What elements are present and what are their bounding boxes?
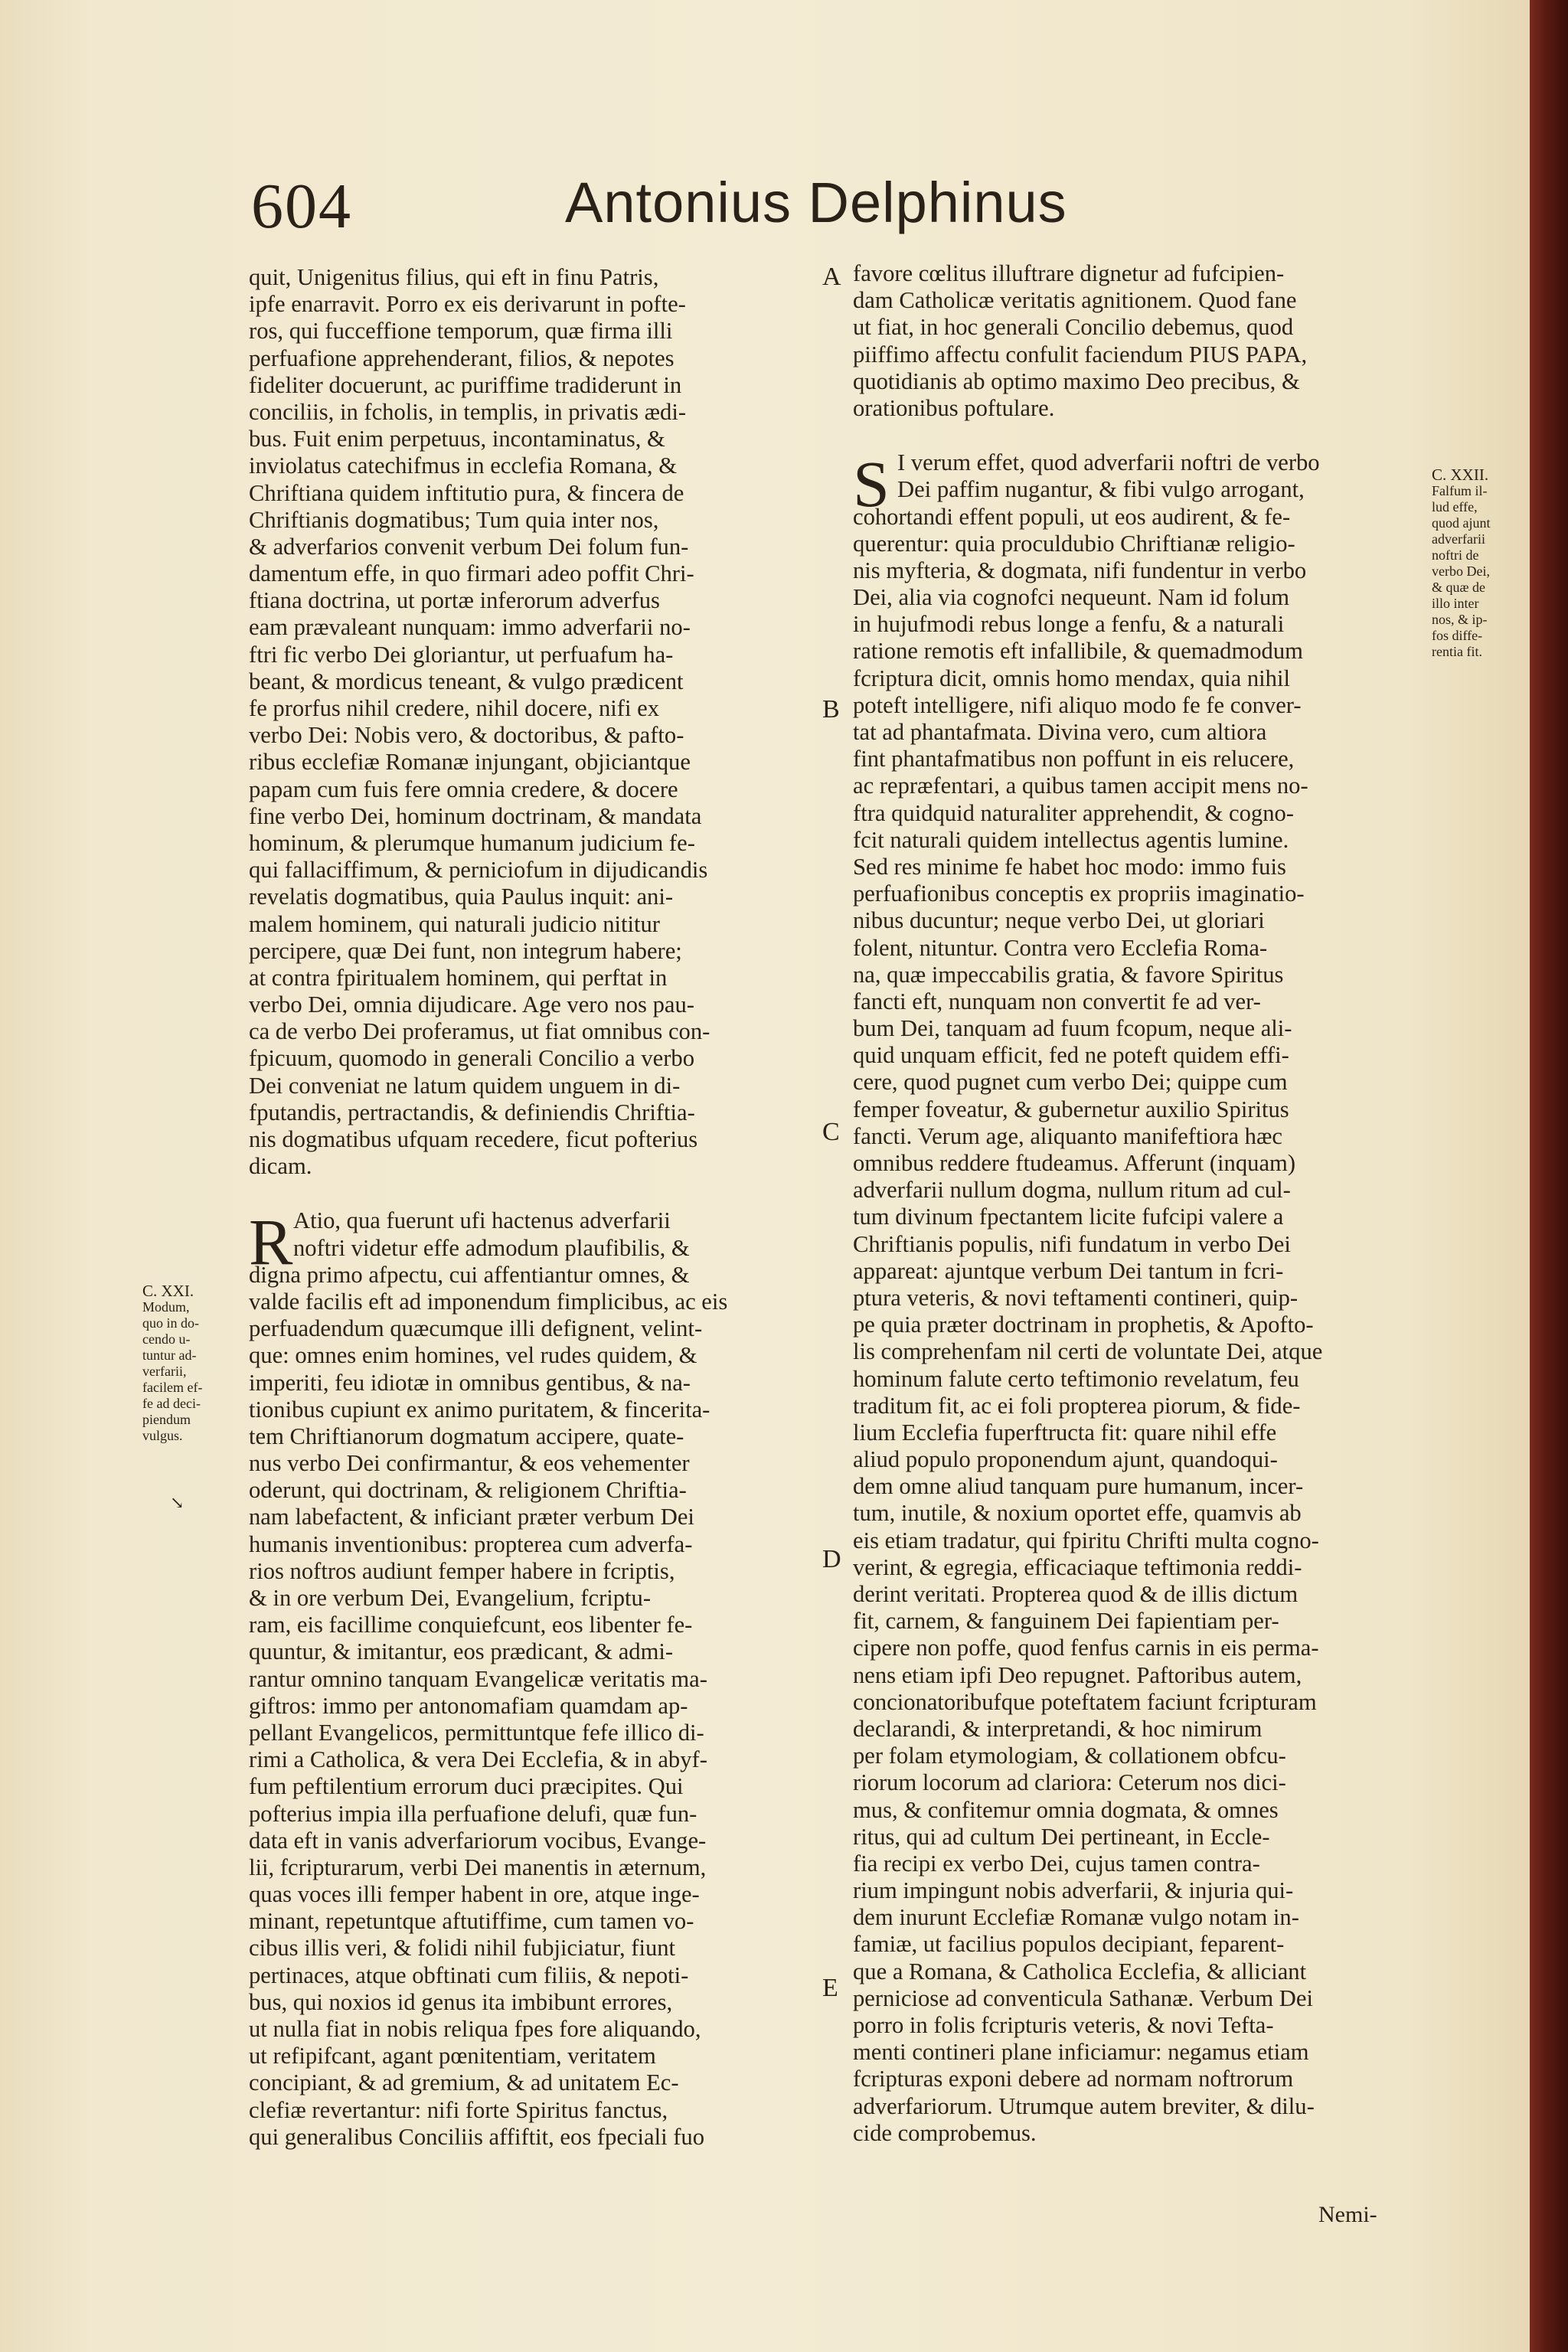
text-line: fia recipi ex verbo Dei, cujus tamen contra- [853, 1850, 1260, 1877]
text-line: verbo Dei: Nobis vero, & doctoribus, & pafto- [249, 722, 684, 749]
text-line: ut nulla fiat in nobis reliqua fpes fore aliquando, [249, 2016, 701, 2042]
margin-note-line: nos, & ip- [1432, 612, 1488, 627]
running-title: Antonius Delphinus [565, 171, 1067, 234]
text-line: dem omne aliud tanquam pure humanum, incer- [853, 1473, 1304, 1500]
book-binding-edge [1530, 0, 1568, 2352]
margin-note-line: verfarii, [142, 1364, 187, 1379]
text-line: rimi a Catholica, & vera Dei Ecclefia, & in abyf- [249, 1746, 707, 1773]
text-line: mus, & confitemur omnia dogmata, & omnes [853, 1796, 1279, 1823]
section-letter-e: E [822, 1974, 838, 2002]
margin-note-line: cendo u- [142, 1331, 191, 1347]
text-line: pellant Evangelicos, permittuntque fefe illico di- [249, 1719, 704, 1746]
left-text-column [249, 264, 815, 2151]
text-line: traditum fit, ac ei foli propterea piorum, & fide- [853, 1392, 1301, 1419]
text-line: cohortandi effent populi, ut eos audirent, & fe- [853, 503, 1291, 530]
text-line: noftri videtur effe admodum plaufibilis, & [293, 1234, 690, 1261]
text-line: clefiæ revertantur: nifi forte Spiritus fanctus, [249, 2096, 668, 2123]
text-line: eam prævaleant nunquam: immo adverfarii no- [249, 614, 691, 641]
text-line: eis etiam tradatur, qui fpiritu Chrifti multa cogno- [853, 1527, 1319, 1553]
text-line: fum peftilentium errorum duci præcipites. Qui [249, 1773, 684, 1800]
margin-note-line: facilem ef- [142, 1380, 203, 1395]
text-line: verint, & egregia, efficaciaque teftimonia reddi- [853, 1553, 1302, 1580]
margin-note-line: tuntur ad- [142, 1348, 197, 1363]
text-line: quas voces illi femper habent in ore, atque inge- [249, 1881, 700, 1908]
text-line: rios noftros audiunt femper habere in fcriptis, [249, 1557, 675, 1584]
text-line: pe quia præter doctrinam in prophetis, & Apofto- [853, 1312, 1314, 1338]
text-line: & adverfarios convenit verbum Dei folum fun- [249, 533, 689, 560]
text-line: bus. Fuit enim perpetuus, incontaminatus, & [249, 426, 665, 452]
margin-note-line: & quæ de [1432, 580, 1485, 595]
text-line: nam labefactent, & inficiant præter verbum Dei [249, 1504, 694, 1530]
text-line: que a Romana, & Catholica Ecclefia, & alliciant [853, 1958, 1307, 1984]
text-line: fit, carnem, & fanguinem Dei fapientiam per- [853, 1608, 1279, 1635]
text-line: fputandis, pertractandis, & definiendis Chriftia- [249, 1099, 695, 1125]
margin-note-line: Falfum il- [1432, 483, 1488, 498]
text-line: femper foveatur, & gubernetur auxilio Spiritus [853, 1096, 1289, 1122]
text-line: Atio, qua fuerunt ufi hactenus adverfarii [293, 1207, 671, 1234]
text-line: ftiana doctrina, ut portæ inferorum adverfus [249, 587, 660, 614]
text-line: rium impingunt nobis adverfarii, & injuria qui- [853, 1877, 1294, 1904]
margin-note-line: verbo Dei, [1432, 564, 1490, 579]
left-margin-note [142, 1283, 242, 1444]
margin-note-line: Modum, [142, 1299, 190, 1315]
margin-mark: ↘ [170, 1493, 185, 1512]
text-line: malem hominem, qui naturali judicio nititur [249, 910, 660, 937]
page-number: 604 [251, 171, 352, 242]
text-line: minant, repetuntque aftutiffime, cum tamen vo- [249, 1908, 694, 1935]
text-line: ptura veteris, & novi teftamenti contineri, quip- [853, 1284, 1298, 1311]
text-line: fancti. Verum age, aliquanto manifeftiora hæc [853, 1122, 1282, 1149]
catchword: Nemi- [1318, 2202, 1377, 2227]
text-line: appareat: ajuntque verbum Dei tantum in fcri- [853, 1257, 1284, 1284]
text-line: nis dogmatibus ufquam recedere, ficut pofterius [249, 1126, 698, 1152]
text-line: lium Ecclefia fuperftructa fit: quare nihil effe [853, 1419, 1277, 1446]
text-line: nis myfteria, & dogmata, nifi fundentur in verbo [853, 557, 1307, 583]
text-line: revelatis dogmatibus, quia Paulus inquit: ani- [249, 884, 674, 910]
text-line: omnibus reddere ftudeamus. Afferunt (inquam) [853, 1150, 1296, 1176]
margin-note-line: piendum [142, 1412, 191, 1427]
text-line: dicam. [249, 1153, 312, 1180]
text-line: concionatoribufque poteftatem faciunt fcripturam [853, 1688, 1317, 1715]
text-line: Dei paffim nugantur, & fibi vulgo arrogant, [897, 476, 1305, 503]
text-line: fpicuum, quomodo in generali Concilio a verbo [249, 1045, 694, 1072]
text-line: ftra quidquid naturaliter apprehendit, & cogno- [853, 799, 1294, 826]
text-line: data eft in vanis adverfariorum vocibus, Evange- [249, 1827, 707, 1854]
text-line: Dei conveniat ne latum quidem unguem in di- [249, 1072, 681, 1099]
text-line: I verum effet, quod adverfarii noftri de verbo [897, 449, 1320, 476]
drop-cap-letter: R [249, 1205, 293, 1279]
text-line: nens etiam ipfi Deo repugnet. Paftoribus autem, [853, 1661, 1302, 1688]
text-line: quit, Unigenitus filius, qui eft in finu Patris, [249, 264, 659, 290]
text-line: orationibus poftulare. [853, 394, 1055, 421]
text-line: per folam etymologiam, & collationem obfcu- [853, 1743, 1286, 1769]
text-line: dam Catholicæ veritatis agnitionem. Quod fane [853, 287, 1297, 314]
text-line: fint phantafmatibus non poffunt in eis relucere, [853, 746, 1295, 773]
text-line: nibus ducuntur; neque verbo Dei, ut gloriari [853, 907, 1265, 934]
section-letter-c: C [822, 1118, 840, 1146]
right-margin-note [1432, 467, 1516, 660]
text-line: tum, inutile, & noxium oportet effe, quamvis ab [853, 1500, 1302, 1527]
text-line: nus verbo Dei confirmantur, & eos vehementer [249, 1450, 690, 1477]
text-line: at contra fpiritualem hominem, qui perftat in [249, 964, 668, 991]
text-line: tem Chriftianorum dogmatum accipere, quate- [249, 1423, 684, 1449]
text-line: adverfariorum. Utrumque autem breviter, & dilu- [853, 2092, 1315, 2119]
text-line: verbo Dei, omnia dijudicare. Age vero nos pau- [249, 991, 694, 1018]
text-line: pofterius impia illa perfuafione delufi, quæ fun- [249, 1800, 697, 1827]
text-line: ut fiat, in hoc generali Concilio debemus, quod [853, 314, 1294, 341]
text-line: lis comprehenfam nil certi de voluntate Dei, atque [853, 1338, 1323, 1365]
text-line: querentur: quia proculdubio Chriftianæ religio- [853, 530, 1295, 557]
text-line: ros, qui fucceffione temporum, quæ firma illi [249, 318, 673, 345]
text-line: perfuafione apprehenderant, filios, & nepotes [249, 345, 675, 371]
text-line: fancti eft, nunquam non convertit fe ad ver- [853, 988, 1261, 1014]
text-line: quotidianis ab optimo maximo Deo precibus, & [853, 368, 1300, 394]
text-line: percipere, quæ Dei funt, non integrum habere; [249, 937, 682, 964]
text-line: na, quæ impeccabilis gratia, & favore Spiritus [853, 961, 1284, 988]
margin-note-line: vulgus. [142, 1428, 183, 1443]
margin-note-line: noftri de [1432, 547, 1479, 563]
text-line: Chriftianis dogmatibus; Tum quia inter nos, [249, 506, 659, 533]
text-line: digna primo afpectu, cui affentiantur omnes, & [249, 1261, 690, 1288]
text-line: fcit naturali quidem intellectus agentis lumine. [853, 826, 1289, 853]
text-line: derint veritati. Propterea quod & de illis dictum [853, 1581, 1298, 1607]
text-line: quid unquam efficit, fed ne poteft quidem effi- [853, 1042, 1289, 1069]
text-line: hominum falute certo teftimonio revelatum, feu [853, 1365, 1299, 1392]
margin-note-line: fe ad deci- [142, 1396, 201, 1411]
text-line: rantur omnino tanquam Evangelicæ veritatis ma- [249, 1665, 707, 1692]
text-line: piiffimo affectu confulit faciendum PIUS PAPA, [853, 341, 1308, 368]
text-line: ftri fic verbo Dei gloriantur, ut perfuafum ha- [249, 641, 674, 668]
text-line: porro in folis fcripturis veteris, & novi Tefta- [853, 2012, 1274, 2038]
text-line: inviolatus catechifmus in ecclefia Romana, & [249, 452, 677, 479]
text-line: ritus, qui ad cultum Dei pertineant, in Eccle- [853, 1823, 1270, 1850]
text-line: ipfe enarravit. Porro ex eis derivarunt in pofte- [249, 291, 686, 318]
text-line: giftros: immo per antonomafiam quamdam ap- [249, 1692, 688, 1719]
text-line: ut refipifcant, agant pœnitentiam, veritatem [249, 2043, 656, 2069]
margin-note-line: adverfarii [1432, 531, 1485, 547]
text-line: Sed res minime fe habet hoc modo: immo fuis [853, 853, 1286, 880]
text-line: famiæ, ut facilius populos decipiant, feparent- [853, 1931, 1285, 1958]
text-line: tum divinum fpectantem licite fufcipi valere a [853, 1204, 1284, 1230]
margin-note-line: illo inter [1432, 596, 1479, 611]
text-line: tat ad phantafmata. Divina vero, cum altiora [853, 719, 1267, 745]
text-line: cipere non poffe, quod fenfus carnis in eis perma- [853, 1635, 1319, 1661]
text-line: Chriftiana quidem inftitutio pura, & fincera de [249, 479, 684, 506]
text-line: pertinaces, atque obftinati cum filiis, & nepoti- [249, 1962, 689, 1988]
text-line: tionibus cupiunt ex animo puritatem, & fincerita- [249, 1396, 710, 1423]
text-line: que: omnes enim homines, vel rudes quidem, & [249, 1342, 697, 1369]
text-line: hominum, & plerumque humanum judicium fe- [249, 829, 695, 856]
text-line: fideliter docuerunt, ac puriffime tradiderunt in [249, 371, 682, 398]
page-header [251, 171, 1507, 259]
text-line: ribus ecclefiæ Romanæ injungant, objiciantque [249, 749, 691, 776]
text-line: perfuadendum quæcumque illi defignent, velint- [249, 1315, 703, 1342]
text-line: ca de verbo Dei proferamus, ut fiat omnibus con- [249, 1018, 710, 1045]
text-line: adverfarii nullum dogma, nullum ritum ad cul- [853, 1177, 1291, 1204]
text-line: papam cum fuis fere omnia credere, & docere [249, 776, 678, 802]
text-line: & in ore verbum Dei, Evangelium, fcriptu- [249, 1585, 652, 1611]
text-line: qui fallaciffimum, & perniciofum in dijudicandis [249, 857, 708, 884]
text-line: aliud populo proponendum ajunt, quandoqui- [853, 1446, 1278, 1473]
text-line: Dei, alia via cognofci nequeunt. Nam id folum [853, 584, 1290, 611]
text-line: cere, quod pugnet cum verbo Dei; quippe cum [853, 1069, 1288, 1096]
text-line: cibus illis veri, & folidi nihil fubjiciatur, fiunt [249, 1935, 676, 1962]
text-line: bus, qui noxios id genus ita imbibunt errores, [249, 1988, 673, 2015]
margin-note-line: quod ajunt [1432, 515, 1491, 531]
text-line: declarandi, & interpretandi, & hoc nimirum [853, 1715, 1263, 1742]
text-line: bum Dei, tanquam ad fuum fcopum, neque ali- [853, 1015, 1292, 1042]
margin-note-heading: C. XXII. [1432, 466, 1489, 484]
text-line: folent, nituntur. Contra vero Ecclefia Roma- [853, 934, 1268, 961]
text-line: Chriftianis populis, nifi fundatum in verbo Dei [853, 1230, 1291, 1257]
text-line: menti contineri plane inficiamur: negamus etiam [853, 2039, 1309, 2066]
margin-note-line: rentia fit. [1432, 644, 1482, 659]
text-line: fcripturas exponi debere ad normam noftrorum [853, 2066, 1294, 2092]
text-line: fcriptura dicit, omnis homo mendax, quia nihil [853, 665, 1290, 691]
text-line: ac repræfentari, a quibus tamen accipit mens no- [853, 773, 1308, 799]
margin-note-line: fos diffe- [1432, 628, 1483, 643]
section-letter-d: D [822, 1545, 841, 1573]
text-line: riorum locorum ad clariora: Ceterum nos dici- [853, 1769, 1286, 1796]
text-line: ratione remotis eft infallibile, & quemadmodum [853, 638, 1303, 665]
drop-cap-letter: S [853, 447, 890, 521]
text-line: cide comprobemus. [853, 2119, 1037, 2146]
text-line: humanis inventionibus: propterea cum adverfa- [249, 1530, 693, 1557]
text-line: beant, & mordicus teneant, & vulgo prædicent [249, 668, 684, 694]
text-line: oderunt, qui doctrinam, & religionem Chriftia- [249, 1477, 687, 1504]
margin-note-heading: C. XXI. [142, 1282, 194, 1300]
text-line: ram, eis facillime conquiefcunt, eos libenter fe- [249, 1612, 693, 1638]
text-line: fe prorfus nihil credere, nihil docere, nifi ex [249, 695, 660, 721]
text-line: qui generalibus Conciliis affiftit, eos fpeciali fuo [249, 2123, 705, 2150]
text-line: favore cœlitus illuftrare dignetur ad fufcipien- [853, 260, 1285, 286]
text-line: valde facilis eft ad imponendum fimplicibus, ac eis [249, 1288, 728, 1315]
margin-note-line: quo in do- [142, 1315, 199, 1331]
text-line: quuntur, & imitantur, eos prædicant, & admi- [249, 1638, 674, 1665]
section-letter-b: B [822, 695, 840, 724]
right-text-column [853, 260, 1419, 2147]
text-line: imperiti, feu idiotæ in omnibus gentibus, & na- [249, 1369, 691, 1396]
text-line: dem inurunt Ecclefiæ Romanæ vulgo notam in- [853, 1904, 1299, 1931]
text-line: conciliis, in fcholis, in templis, in privatis ædi- [249, 398, 687, 425]
margin-note-line: lud effe, [1432, 499, 1478, 514]
text-line: perfuafionibus conceptis ex propriis imaginatio- [853, 880, 1305, 907]
section-letter-a: A [822, 263, 841, 291]
text-line: concipiant, & ad gremium, & ad unitatem Ec- [249, 2069, 679, 2096]
text-line: lii, fcripturarum, verbi Dei manentis in æternum, [249, 1854, 707, 1880]
text-line: fine verbo Dei, hominum doctrinam, & mandata [249, 802, 702, 829]
text-line: damentum effe, in quo firmari adeo poffit Chri- [249, 560, 694, 587]
text-line: poteft intelligere, nifi aliquo modo fe fe conver- [853, 691, 1302, 718]
text-line: perniciose ad conventicula Sathanæ. Verbum Dei [853, 1984, 1313, 2011]
text-line: in hujufmodi rebus longe a fenfu, & a naturali [853, 611, 1285, 638]
